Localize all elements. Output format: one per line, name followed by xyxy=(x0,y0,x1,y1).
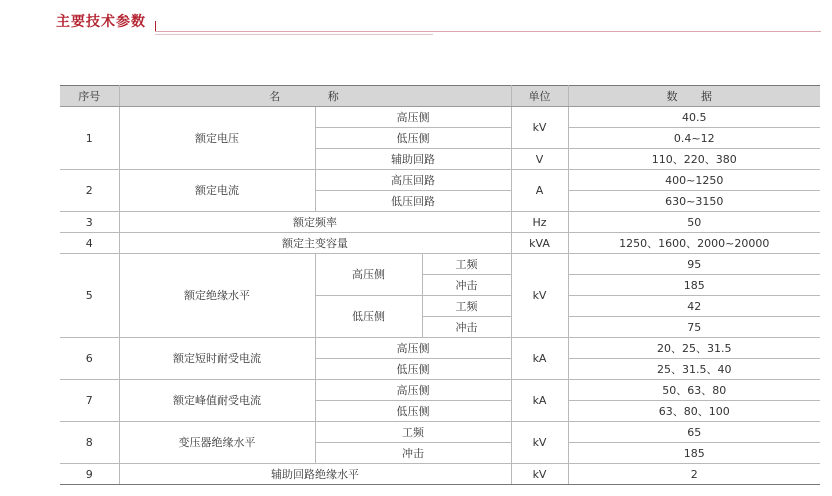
row-seq: 8 xyxy=(60,422,119,464)
table-row xyxy=(60,254,820,275)
row-name: 变压器绝缘水平 xyxy=(119,422,315,464)
parameters-table xyxy=(60,85,820,485)
row-sub: 低压回路 xyxy=(315,191,511,212)
row-value: 50、63、80 xyxy=(568,380,820,401)
row-value: 75 xyxy=(568,317,820,338)
row-sub: 低压侧 xyxy=(315,401,511,422)
table-row xyxy=(60,380,820,401)
row-unit: kV xyxy=(511,107,568,149)
row-value: 25、31.5、40 xyxy=(568,359,820,380)
row-value: 185 xyxy=(568,275,820,296)
row-sub: 高压侧 xyxy=(315,380,511,401)
row-sub: 高压侧 xyxy=(315,107,511,128)
row-value: 400~1250 xyxy=(568,170,820,191)
row-sub: 工频 xyxy=(315,422,511,443)
row-side: 高压侧 xyxy=(315,254,422,296)
row-value: 630~3150 xyxy=(568,191,820,212)
row-value: 20、25、31.5 xyxy=(568,338,820,359)
row-sub: 工频 xyxy=(422,296,511,317)
header-data: 数 据 xyxy=(568,86,820,107)
row-unit: kV xyxy=(511,464,568,485)
row-seq: 9 xyxy=(60,464,119,485)
header-unit: 单位 xyxy=(511,86,568,107)
row-name: 额定电流 xyxy=(119,170,315,212)
row-side: 低压侧 xyxy=(315,296,422,338)
row-sub: 冲击 xyxy=(422,317,511,338)
row-sub: 低压侧 xyxy=(315,128,511,149)
row-seq: 4 xyxy=(60,233,119,254)
row-sub: 工频 xyxy=(422,254,511,275)
row-unit: Hz xyxy=(511,212,568,233)
row-unit: kV xyxy=(511,422,568,464)
row-value: 1250、1600、2000~20000 xyxy=(568,233,820,254)
row-seq: 6 xyxy=(60,338,119,380)
table-header-row xyxy=(60,86,820,107)
table-row xyxy=(60,338,820,359)
table-row xyxy=(60,233,820,254)
row-sub: 冲击 xyxy=(315,443,511,464)
row-value: 110、220、380 xyxy=(568,149,820,170)
header-seq: 序号 xyxy=(60,86,119,107)
row-sub: 冲击 xyxy=(422,275,511,296)
row-name: 额定主变容量 xyxy=(119,233,511,254)
row-unit: A xyxy=(511,170,568,212)
row-unit: kA xyxy=(511,380,568,422)
row-unit: kA xyxy=(511,338,568,380)
row-unit: V xyxy=(511,149,568,170)
row-value: 95 xyxy=(568,254,820,275)
table-row xyxy=(60,170,820,191)
row-value: 185 xyxy=(568,443,820,464)
row-seq: 5 xyxy=(60,254,119,338)
row-name: 额定频率 xyxy=(119,212,511,233)
row-seq: 7 xyxy=(60,380,119,422)
row-value: 2 xyxy=(568,464,820,485)
row-name: 辅助回路绝缘水平 xyxy=(119,464,511,485)
table-row xyxy=(60,107,820,128)
row-sub: 高压侧 xyxy=(315,338,511,359)
title-rule-secondary-divider xyxy=(155,34,433,35)
row-seq: 1 xyxy=(60,107,119,170)
row-value: 63、80、100 xyxy=(568,401,820,422)
row-sub: 辅助回路 xyxy=(315,149,511,170)
page-title: 主要技术参数 xyxy=(56,14,146,30)
row-name: 额定电压 xyxy=(119,107,315,170)
row-seq: 2 xyxy=(60,170,119,212)
row-sub: 高压回路 xyxy=(315,170,511,191)
title-rule-divider xyxy=(155,31,821,32)
row-value: 65 xyxy=(568,422,820,443)
table-row xyxy=(60,422,820,443)
row-unit: kV xyxy=(511,254,568,338)
row-value: 40.5 xyxy=(568,107,820,128)
row-seq: 3 xyxy=(60,212,119,233)
row-name: 额定峰值耐受电流 xyxy=(119,380,315,422)
row-name: 额定绝缘水平 xyxy=(119,254,315,338)
row-sub: 低压侧 xyxy=(315,359,511,380)
row-value: 42 xyxy=(568,296,820,317)
header-name: 名 称 xyxy=(119,86,511,107)
row-unit: kVA xyxy=(511,233,568,254)
row-value: 0.4~12 xyxy=(568,128,820,149)
table-row xyxy=(60,212,820,233)
row-value: 50 xyxy=(568,212,820,233)
row-name: 额定短时耐受电流 xyxy=(119,338,315,380)
table-row xyxy=(60,464,820,485)
